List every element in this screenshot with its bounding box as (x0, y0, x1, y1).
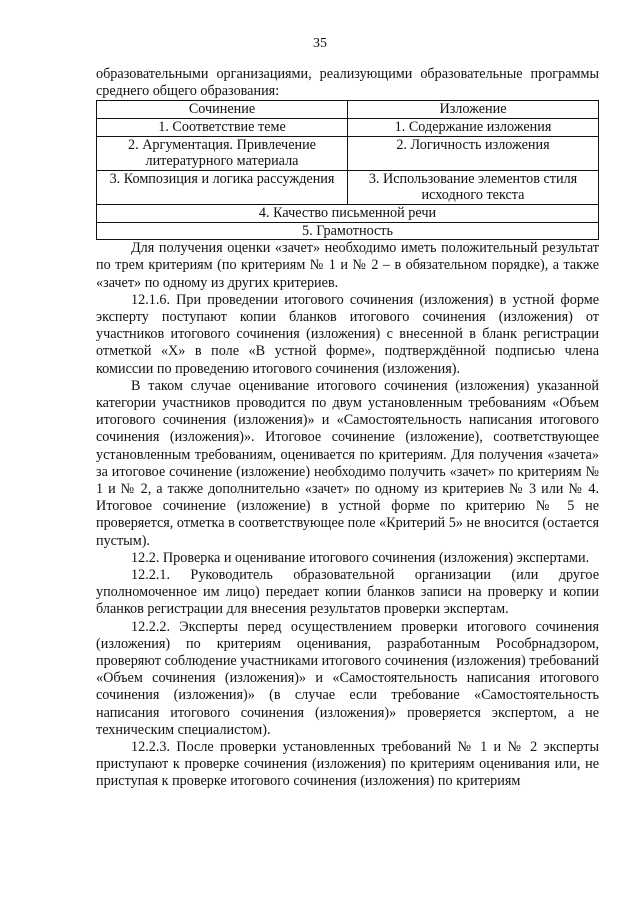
table-cell: 4. Качество письменной речи (97, 204, 599, 222)
table-cell: 2. Аргументация. Привлечение литературного материала (97, 136, 348, 170)
body-paragraph: 12.2.2. Эксперты перед осуществлением проверки итогового сочинения (изложения) по критериям оценивания, разработанным Рособрнадзором, проверяют соблюдение участниками итогового сочинения (изложения) требований «Объем сочинения (изложения)» и «Самостоятельность написания итогового сочинения (изложения)» (в случае если требование «Самостоятельность написания итогового сочинения (изложения)» проверяется экспертом, а не техническим специалистом). (96, 618, 599, 738)
body-paragraph: Для получения оценки «зачет» необходимо иметь положительный результат по трем критериям (по критериям № 1 и № 2 – в обязательном порядке), а также «зачет» по одному из других критериев. (96, 240, 599, 291)
table-row (97, 204, 599, 222)
table-row (97, 119, 599, 137)
intro-paragraph: образовательными организациями, реализующими образовательные программы среднего общего образования: (96, 66, 599, 100)
body-paragraph: 12.1.6. При проведении итогового сочинения (изложения) в устной форме эксперту поступают копии бланков итогового сочинения (изложения) от участников итогового сочинения (изложения) с внесенной в бланк регистрации отметкой «Х» в поле «В устной форме», подтверждённой подписью члена комиссии по проведению итогового сочинения (изложения). (96, 291, 599, 377)
table-header-cell: Сочинение (97, 101, 348, 119)
body-paragraph: В таком случае оценивание итогового сочинения (изложения) указанной категории участников проводится по двум установленным требованиям «Объем итогового сочинения (изложения)» и «Самостоятельность написания итогового сочинения (изложения)». Итоговое сочинение (изложение), соответствующее установленным требованиям, оценивается по критериям. Для получения «зачета» за итоговое сочинение (изложение) необходимо получить «зачет» по критериям № 1 и № 2, а также дополнительно «зачет» по одному из критериев № 3 или № 4. Итоговое сочинение (изложение) в устной форме по критерию № 5 не проверяется, отметка в соответствующее поле «Критерий 5» не вносится (остается пустым). (96, 377, 599, 549)
table-cell: 5. Грамотность (97, 222, 599, 240)
table-cell: 3. Композиция и логика рассуждения (97, 170, 348, 204)
page-number: 35 (313, 36, 327, 51)
table-cell: 2. Логичность изложения (348, 136, 599, 170)
table-cell: 1. Содержание изложения (348, 119, 599, 137)
document-body (96, 66, 599, 791)
body-paragraph: 12.2.3. После проверки установленных требований № 1 и № 2 эксперты приступают к проверке сочинения (изложения) по критериям оценивания или, не приступая к проверке итогового сочинения (изложения) по критериям (96, 739, 599, 790)
body-paragraph: 12.2. Проверка и оценивание итогового сочинения (изложения) экспертами. (131, 549, 590, 566)
table-header-cell: Изложение (348, 101, 599, 119)
table-row (97, 136, 599, 170)
criteria-table (96, 100, 599, 240)
table-row (97, 170, 599, 204)
body-paragraph: 12.2.1. Руководитель образовательной организации (или другое уполномоченное им лицо) передает копии бланков записи на проверку и копии бланков регистрации для внесения результатов проверки экспертам. (96, 567, 599, 618)
table-row (97, 222, 599, 240)
table-header-row (97, 101, 599, 119)
table-cell: 3. Использование элементов стиля исходного текста (348, 170, 599, 204)
table-cell: 1. Соответствие теме (97, 119, 348, 137)
